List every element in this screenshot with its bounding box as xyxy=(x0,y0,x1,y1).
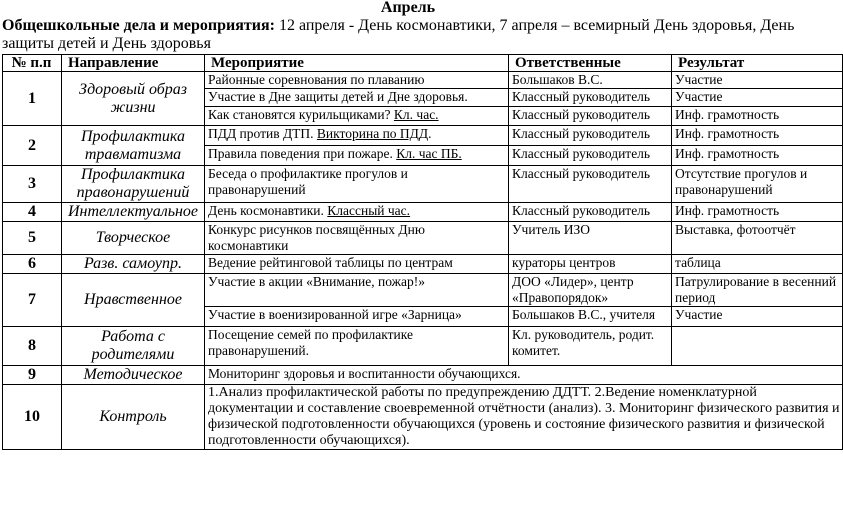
header-event: Мероприятие xyxy=(205,55,509,72)
table-row xyxy=(3,72,843,89)
responsible-cell: Учитель ИЗО xyxy=(509,222,672,255)
table-row xyxy=(3,126,843,146)
event-text: Ведение рейтинговой таблицы по центрам xyxy=(208,255,453,270)
row-number: 7 xyxy=(3,274,62,327)
table-row xyxy=(3,255,843,274)
event-text: Посещение семей по профилактике правонарушений. xyxy=(208,327,413,358)
responsible-cell: Классный руководитель xyxy=(509,146,672,166)
header-responsible: Ответственные xyxy=(509,55,672,72)
event-text: Конкурс рисунков посвящённых Дню космонавтики xyxy=(208,222,425,253)
event-cell xyxy=(205,255,509,274)
result-cell: Участие xyxy=(672,72,843,89)
row-number: 6 xyxy=(3,255,62,274)
row-number: 3 xyxy=(3,166,62,203)
table-body xyxy=(3,72,843,450)
event-cell xyxy=(205,274,509,307)
result-cell: Участие xyxy=(672,89,843,107)
month-title: Апрель xyxy=(380,0,436,16)
responsible-cell: Классный руководитель xyxy=(509,89,672,107)
plan-table xyxy=(2,54,843,450)
table-row xyxy=(3,166,843,203)
event-text: Как становятся курильщиками? xyxy=(208,107,391,122)
result-cell: Патрулирование в весенний период xyxy=(672,274,843,307)
row-direction: Профилактика травматизма xyxy=(62,126,205,166)
result-cell: Отсутствие прогулов и правонарушений xyxy=(672,166,843,203)
event-cell xyxy=(205,107,509,126)
event-text: Беседа о профилактике прогулов и правонарушений xyxy=(208,166,408,197)
method-text: Мониторинг здоровья и воспитанности обучающихся. xyxy=(205,366,843,385)
row-number: 2 xyxy=(3,126,62,166)
row-direction: Контроль xyxy=(62,385,205,450)
table-row xyxy=(3,222,843,255)
result-cell: таблица xyxy=(672,255,843,274)
event-cell xyxy=(205,203,509,222)
responsible-cell: Классный руководитель xyxy=(509,203,672,222)
result-cell: Инф. грамотность xyxy=(672,107,843,126)
event-text: Участие в акции «Внимание, пожар!» xyxy=(208,274,425,289)
event-cell xyxy=(205,166,509,203)
table-row xyxy=(3,203,843,222)
event-link-text: Кл. час ПБ. xyxy=(396,146,462,161)
event-cell xyxy=(205,146,509,166)
result-cell: Участие xyxy=(672,307,843,327)
header-number: № п.п xyxy=(3,55,62,72)
responsible-cell: ДОО «Лидер», центр «Правопорядок» xyxy=(509,274,672,307)
row-direction: Методическое xyxy=(62,366,205,385)
table-row xyxy=(3,327,843,366)
event-link-text: Викторина по ПДД xyxy=(316,126,429,141)
row-direction: Интеллектуальное xyxy=(62,203,205,222)
intro-paragraph xyxy=(2,17,814,53)
event-text: Правила поведения при пожаре. xyxy=(208,146,393,161)
responsible-cell: Большаков В.С. xyxy=(509,72,672,89)
intro-text-1: 12 апреля - День космонавтики, 7 апреля – всемирный День здоровья, День xyxy=(274,17,795,34)
intro-text-2: защиты детей и День здоровья xyxy=(2,35,211,52)
event-link-text: Классный час. xyxy=(327,203,411,218)
row-direction: Работа с родителями xyxy=(62,327,205,366)
result-cell xyxy=(672,327,843,366)
row-direction: Здоровый образ жизни xyxy=(62,72,205,126)
row-number: 9 xyxy=(3,366,62,385)
responsible-cell: кураторы центров xyxy=(509,255,672,274)
row-number: 10 xyxy=(3,385,62,450)
event-cell xyxy=(205,327,509,366)
event-text: Участие в Дне защиты детей и Дне здоровья. xyxy=(208,89,468,104)
event-cell xyxy=(205,307,509,327)
responsible-cell: Кл. руководитель, родит. комитет. xyxy=(509,327,672,366)
event-text: ПДД против ДТП. xyxy=(208,126,314,141)
event-cell xyxy=(205,126,509,146)
event-cell xyxy=(205,72,509,89)
header-direction: Направление xyxy=(62,55,205,72)
row-direction: Профилактика правонарушений xyxy=(62,166,205,203)
row-number: 5 xyxy=(3,222,62,255)
responsible-cell: Большаков В.С., учителя xyxy=(509,307,672,327)
result-cell: Инф. грамотность xyxy=(672,126,843,146)
table-header-row xyxy=(3,55,843,72)
responsible-cell: Классный руководитель xyxy=(509,126,672,146)
row-direction: Творческое xyxy=(62,222,205,255)
table-row xyxy=(3,274,843,307)
event-tail: . xyxy=(428,126,432,141)
result-cell: Инф. грамотность xyxy=(672,146,843,166)
intro-line-1 xyxy=(2,17,814,35)
result-cell: Инф. грамотность xyxy=(672,203,843,222)
event-cell xyxy=(205,89,509,107)
event-text: Районные соревнования по плаванию xyxy=(208,72,425,87)
row-number: 1 xyxy=(3,72,62,126)
control-text: 1.Анализ профилактической работы по предупреждению ДДТТ. 2.Ведение номенклатурной документации и составление своевременной отчётности (анализ). 3. Мониторинг физического развития и физической подготовленности обучающихся (уровень и состояние физического развития и физической подготовленности обучающихся). xyxy=(205,385,843,450)
row-direction: Нравственное xyxy=(62,274,205,327)
result-cell: Выставка, фотоотчёт xyxy=(672,222,843,255)
row-number: 4 xyxy=(3,203,62,222)
row-direction: Разв. самоупр. xyxy=(62,255,205,274)
header-result: Результат xyxy=(672,55,843,72)
table-row xyxy=(3,385,843,450)
table-row xyxy=(3,366,843,385)
responsible-cell: Классный руководитель xyxy=(509,107,672,126)
row-number: 8 xyxy=(3,327,62,366)
responsible-cell: Классный руководитель xyxy=(509,166,672,203)
event-text: Участие в военизированной игре «Зарница» xyxy=(208,307,462,322)
event-link-text: Кл. час. xyxy=(393,107,439,122)
intro-heading: Общешкольные дела и мероприятия: xyxy=(2,17,275,34)
event-cell xyxy=(205,222,509,255)
event-text: День космонавтики. xyxy=(208,203,324,218)
